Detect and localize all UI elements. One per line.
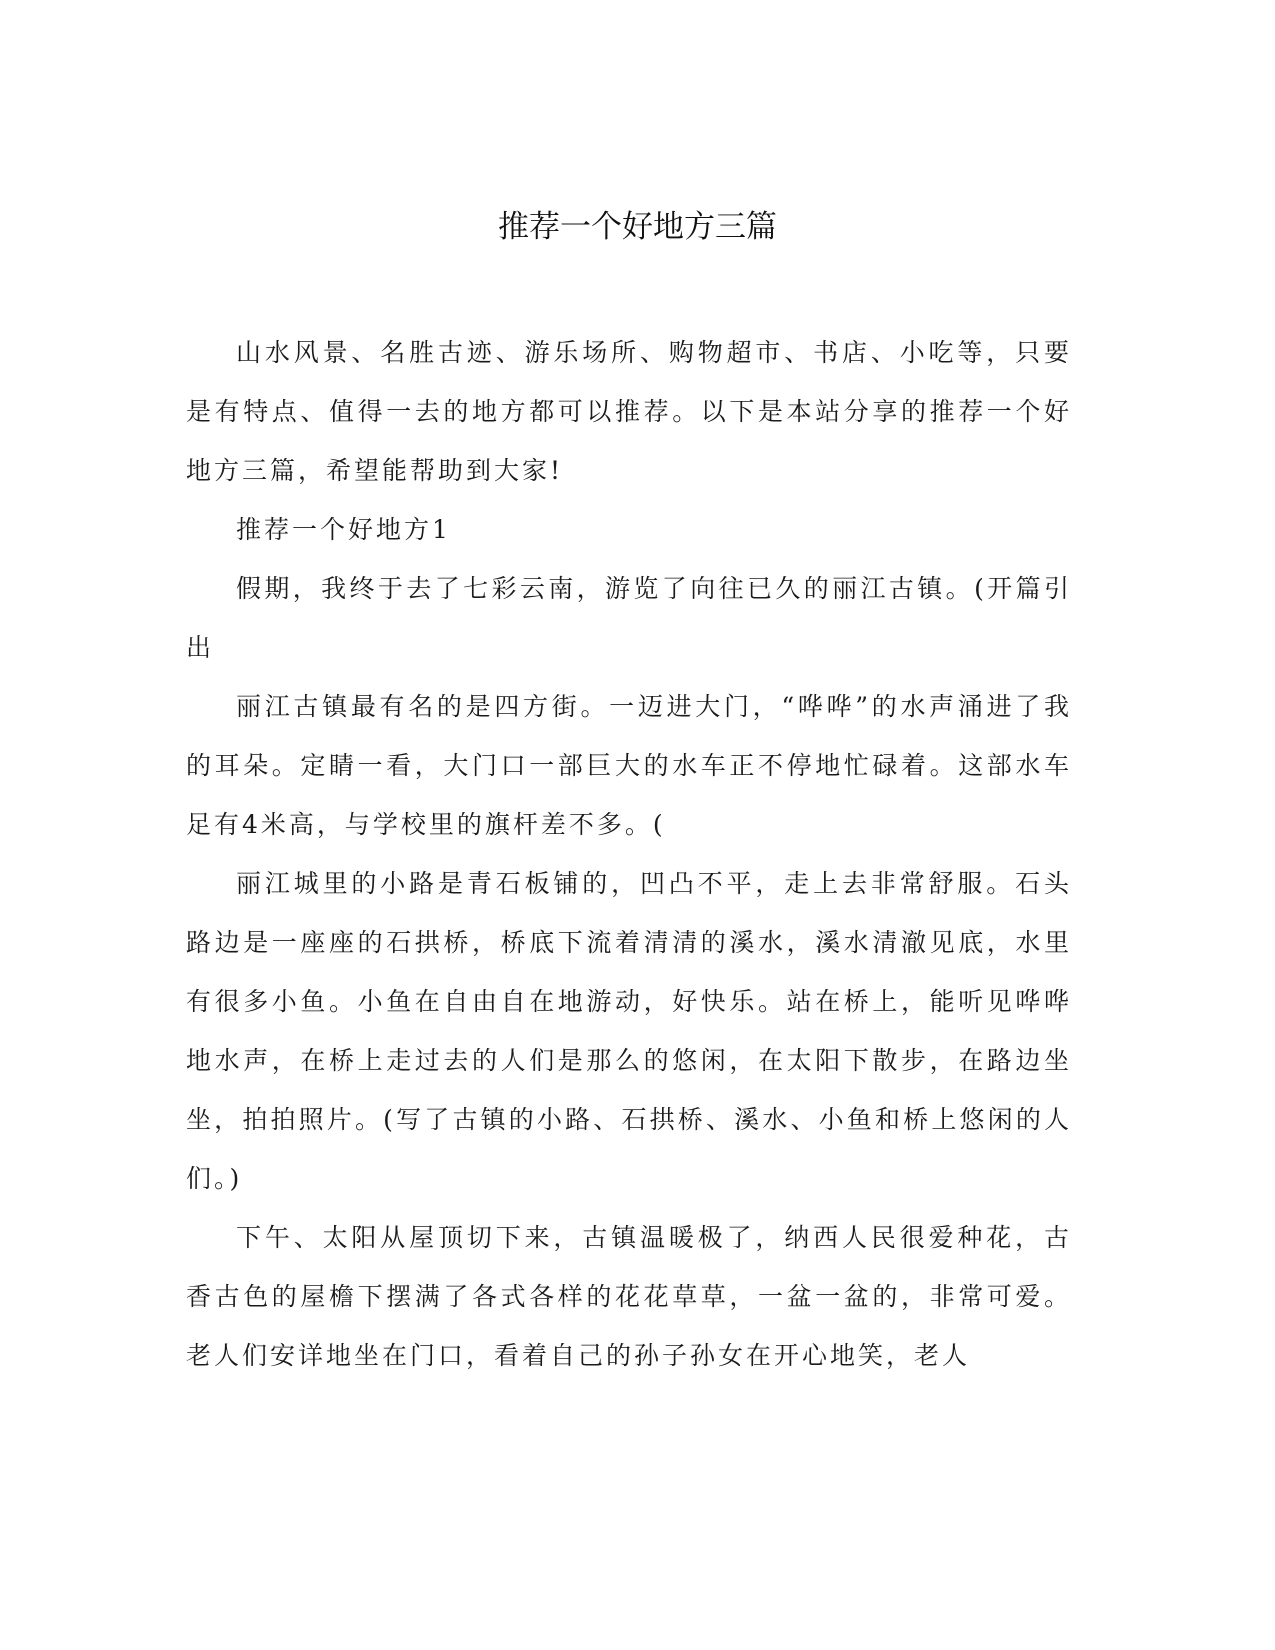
section-heading: 推荐一个好地方1 xyxy=(236,515,451,544)
paragraph: 假期，我终于去了七彩云南，游览了向往已久的丽江古镇。(开篇引出 xyxy=(186,574,1072,662)
document-body xyxy=(186,323,1072,1385)
document-title: 推荐一个好地方三篇 xyxy=(498,209,777,245)
paragraph: 下午、太阳从屋顶切下来，古镇温暖极了，纳西人民很爱种花，古香古色的屋檐下摆满了各式各样的花花草草，一盆一盆的，非常可爱。老人们安详地坐在门口，看着自己的孙子孙女在开心地笑，老人 xyxy=(186,1223,1072,1370)
paragraph: 丽江古镇最有名的是四方街。一迈进大门，“哗哗”的水声涌进了我的耳朵。定睛一看，大门口一部巨大的水车正不停地忙碌着。这部水车足有4米高，与学校里的旗杆差不多。( xyxy=(186,692,1072,839)
paragraph: 丽江城里的小路是青石板铺的，凹凸不平，走上去非常舒服。石头路边是一座座的石拱桥，桥底下流着清清的溪水，溪水清澈见底，水里有很多小鱼。小鱼在自由自在地游动，好快乐。站在桥上，能听见哗哗地水声，在桥上走过去的人们是那么的悠闲，在太阳下散步，在路边坐坐，拍拍照片。(写了古镇的小路、石拱桥、溪水、小鱼和桥上悠闲的人们。) xyxy=(186,869,1072,1193)
paragraph-intro: 山水风景、名胜古迹、游乐场所、购物超市、书店、小吃等，只要是有特点、值得一去的地方都可以推荐。以下是本站分享的推荐一个好地方三篇，希望能帮助到大家! xyxy=(186,338,1072,485)
